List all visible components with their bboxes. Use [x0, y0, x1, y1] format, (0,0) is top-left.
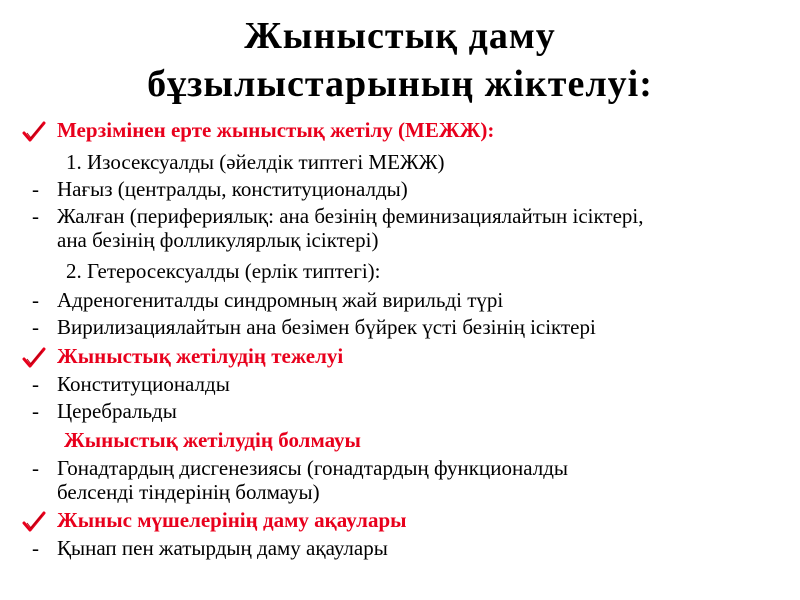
dash-marker: -	[32, 204, 39, 228]
check-mark-icon	[22, 511, 46, 533]
list-item-text: Адреногениталды синдромның жай вирильді түрі	[57, 288, 504, 312]
list-item-text: Жалған (перифериялық: ана безінің феминизациялайтын ісіктері,	[57, 204, 644, 228]
list-subheading-text: 1. Изосексуалды (әйелдік типтегі МЕЖЖ)	[66, 150, 445, 174]
dash-marker: -	[32, 456, 39, 480]
dash-marker: -	[32, 399, 39, 423]
list-item-text: Нағыз (централды, конституционалды)	[57, 177, 408, 201]
slide-title	[60, 12, 740, 108]
list-item-text: Вирилизациялайтын ана безімен бүйрек үсті безінің ісіктері	[57, 315, 596, 339]
list-item-text: Церебральды	[57, 399, 177, 423]
list-heading-text: Жыныстық жетілудің тежелуі	[57, 344, 344, 368]
list-item-text: Конституционалды	[57, 372, 230, 396]
list-item-text: Гонадтардың дисгенезиясы (гонадтардың функционалды	[57, 456, 568, 480]
dash-marker: -	[32, 177, 39, 201]
slide-title-line-2: бұзылыстарының жіктелуі:	[147, 63, 653, 105]
list-item-text: ана безінің фолликулярлық ісіктері)	[57, 228, 379, 252]
dash-marker: -	[32, 315, 39, 339]
dash-marker: -	[32, 288, 39, 312]
check-mark-icon	[22, 121, 46, 143]
dash-marker: -	[32, 372, 39, 396]
list-subheading-text: 2. Гетеросексуалды (ерлік типтегі):	[66, 259, 381, 283]
check-mark-icon	[22, 347, 46, 369]
list-heading-text: Жыныс мүшелерінің даму ақаулары	[57, 508, 407, 532]
slide-title-line-1: Жыныстық даму	[244, 15, 556, 57]
list-item-text: Қынап пен жатырдың даму ақаулары	[57, 536, 388, 560]
list-item-text: белсенді тіндерінің болмауы)	[57, 480, 320, 504]
dash-marker: -	[32, 536, 39, 560]
list-heading-text: Мерзімінен ерте жыныстық жетілу (МЕЖЖ):	[57, 118, 495, 142]
list-heading-text: Жыныстық жетілудің болмауы	[64, 428, 361, 452]
